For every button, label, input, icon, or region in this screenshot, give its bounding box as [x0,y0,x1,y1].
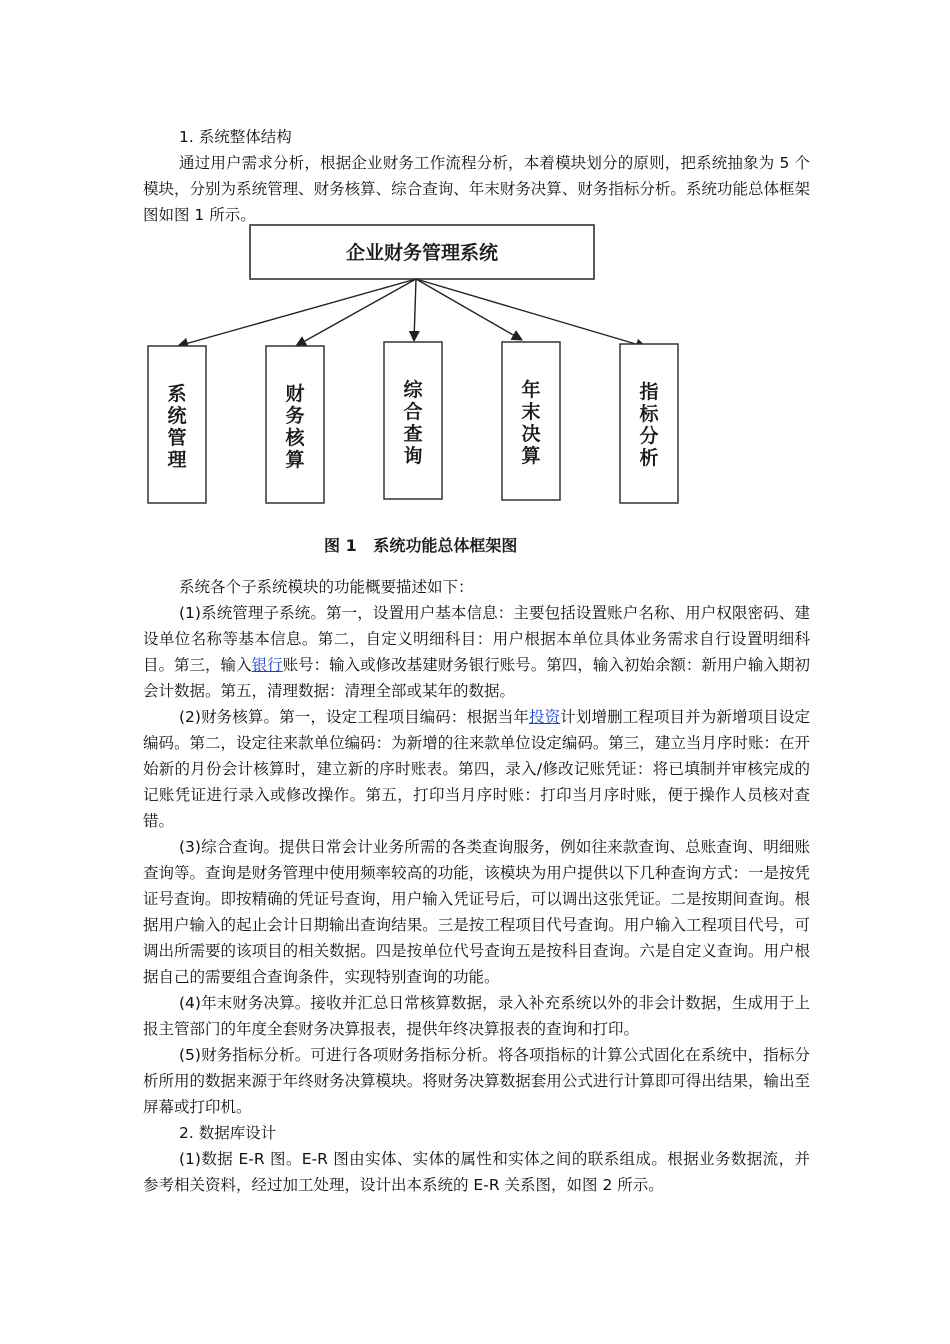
module-5-char-1: 指 [639,381,659,403]
arrow-year-end [416,279,522,340]
module-box-1 [148,346,206,503]
module-2-char-2: 务 [285,405,305,427]
section-heading-1: 1. 系统整体结构 [179,128,292,146]
module-3-char-3: 查 [403,423,423,445]
arrow-system-management [178,279,416,346]
arrow-accounting [296,279,416,346]
module-5-char-4: 析 [639,447,659,469]
overview-paragraph: 系统各个子系统模块的功能概要描述如下： [179,578,474,596]
module-4-char-3: 决 [521,423,541,445]
module-1-char-2: 统 [167,405,187,427]
module-4-char-4: 算 [521,445,541,467]
module-box-5 [620,344,678,503]
module-1-char-4: 理 [167,449,187,471]
module-1-char-1: 系 [167,383,187,405]
item-2-text-a: (2)财务核算。第一，设定工程项目编码：根据当年 [179,708,529,726]
arrow-query [414,279,416,341]
module-2-char-4: 算 [285,449,305,471]
module-box-4 [502,342,560,500]
figure-1 [140,222,680,562]
paragraph-item-4: (4)年末财务决算。接收并汇总日常核算数据，录入补充系统以外的非会计数据，生成用于上报主管部门的年度全套财务决算报表，提供年终决算报表的查询和打印。 [143,994,810,1038]
figure-caption: 图 1 系统功能总体框架图 [324,536,518,555]
module-box-3 [384,342,442,499]
bank-link[interactable]: 银行 [251,656,283,674]
connector-arrows [178,279,646,347]
section-heading-2: 2. 数据库设计 [179,1124,277,1142]
module-1-char-3: 管 [167,427,187,449]
intro-paragraph: 通过用户需求分析，根据企业财务工作流程分析，本着模块划分的原则，把系统抽象为 5 个模块，分别为系统管理、财务核算、综合查询、年末财务决算、财务指标分析。系统功能总体框架图如图 1 所示。 [143,154,810,224]
section-1 [143,124,810,228]
module-4-char-1: 年 [521,379,541,401]
arrow-indicator [416,279,646,347]
module-box-2 [266,346,324,503]
module-2-char-1: 财 [285,383,305,405]
module-3-char-2: 合 [403,401,423,423]
item-1-text-a: (1)系统管理子系统。第一，设置用户基本信息：主要包括设置账户名称、用户权限密码、建设单位名称等基本信息。第二，自定义明细科目：用户根据本单位具体业务需求自行设置明细科目。第三，输入 [143,604,810,674]
item-1-text-b: 账号：输入或修改基建财务银行账号。第四，输入初始余额：新用户输入期初会计数据。第五，清理数据：清理全部或某年的数据。 [143,656,810,700]
paragraph-item-2 [143,704,810,834]
body-text [143,574,810,1198]
er-paragraph: (1)数据 E-R 图。E-R 图由实体、实体的属性和实体之间的联系组成。根据业务数据流，并参考相关资料，经过加工处理，设计出本系统的 E-R 关系图，如图 2 所示。 [143,1150,810,1194]
paragraph-item-3: (3)综合查询。提供日常会计业务所需的各类查询服务，例如往来款查询、总账查询、明细账查询等。查询是财务管理中使用频率较高的功能，该模块为用户提供以下几种查询方式：一是按凭证号查询。即按精确的凭证号查询，用户输入凭证号后，可以调出这张凭证。二是按期间查询。根据用户输入的起止会计日期输出查询结果。三是按工程项目代号查询。用户输入工程项目代号，可调出所需要的该项目的相关数据。四是按单位代号查询五是按科目查询。六是自定义查询。用户根据自己的需要组合查询条件，实现特别查询的功能。 [143,838,810,986]
module-5-char-2: 标 [639,403,659,425]
module-4-char-2: 末 [521,401,541,423]
paragraph-item-5: (5)财务指标分析。可进行各项财务指标分析。将各项指标的计算公式固化在系统中，指标分析所用的数据来源于年终财务决算模块。将财务决算数据套用公式进行计算即可得出结果，输出至屏幕或打印机。 [143,1046,810,1116]
investment-link[interactable]: 投资 [529,708,561,726]
paragraph-item-1 [143,600,810,704]
item-2-text-b: 计划增删工程项目并为新增项目设定编码。第二，设定往来款单位编码：为新增的往来款单位设定编码。第三，建立当月序时账：在开始新的月份会计核算时，建立新的序时账表。第四，录入/修改记账凭证：将已填制并审核完成的记账凭证进行录入或修改操作。第五，打印当月序时账：打印当月序时账，便于操作人员核对查错。 [143,708,810,830]
root-box-label: 企业财务管理系统 [345,242,499,264]
module-5-char-3: 分 [639,425,659,447]
root-box [250,225,594,279]
module-2-char-3: 核 [285,427,305,449]
module-3-char-1: 综 [403,379,423,401]
module-3-char-4: 询 [403,445,423,467]
